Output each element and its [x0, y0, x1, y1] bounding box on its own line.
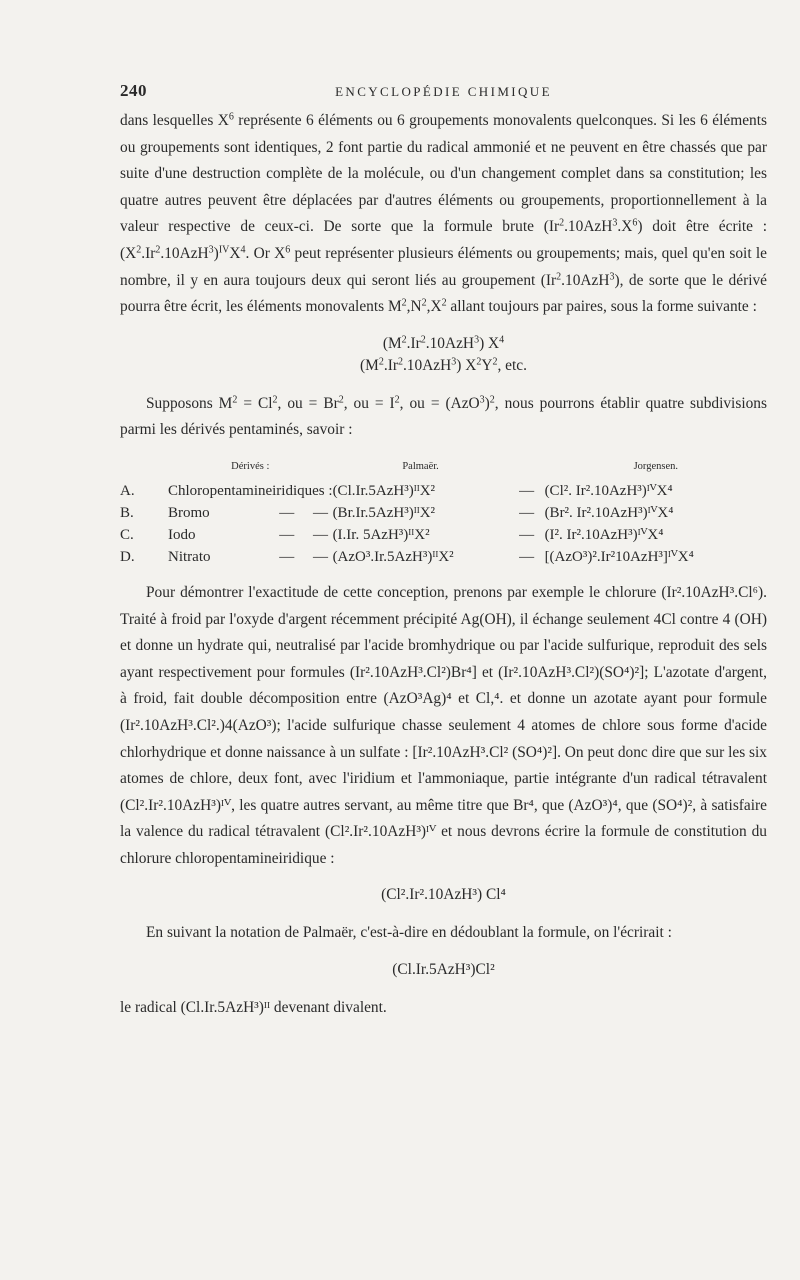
row-letter: A. — [120, 482, 135, 499]
row-name: Iodo — [168, 526, 196, 543]
row-separator: — — [519, 548, 535, 565]
row-separator: — — [519, 504, 535, 521]
row-name: Chloropentamineiridiques : — [168, 482, 333, 499]
row-jorgensen-formula: (I². Ir².10AzH³)ᴵⱽX⁴ — [544, 526, 664, 543]
paragraph-4: En suivant la notation de Palmaër, c'est-à-dire en dédoublant la formule, on l'écrirait : — [146, 924, 672, 942]
formula-palmaer: (Cl.Ir.5AzH³)Cl² — [392, 961, 495, 979]
row-letter: D. — [120, 548, 135, 565]
formula-line-2: $(M^2.Ir^2.10AzH^3)$ $X^2Y^2$, etc. — [360, 356, 527, 374]
row-separator: — — [519, 526, 535, 543]
document-page — [120, 78, 767, 1022]
table-row — [120, 502, 767, 524]
formula-general — [120, 333, 767, 377]
formula-chlorure: (Cl².Ir².10AzH³) Cl⁴ — [381, 886, 506, 904]
paragraph-2: Supposons $M^2 = Cl^2$, ou = $Br^2$, ou = $I^2$, ou = $(AzO^3)^2$, nous pourrons établir quatre subdivisions parmi les dérivés pentaminés, savoir : — [120, 394, 767, 439]
table-row — [120, 524, 767, 546]
row-name: Bromo — [168, 504, 210, 521]
paragraph-1: dans lesquelles $X^6$ représente 6 éléments ou 6 groupements monovalents quelconques. Si les 6 éléments ou groupements sont identiques, 2 font partie du radical ammonié et ne peuvent en être chassés que par suite d'une destruction complète de la molécule, ou d'un changement complet dans sa constitution; les quatre autres peuvent être déplacées par d'autres éléments ou groupements, proportionnellement à la valeur respective de ceux-ci. De sorte que la formule brute $(Ir^2.10AzH^3.X^6)$ doit être écrite : $(X^2.Ir^2.10AzH^3)^{IV}X^4$. Or $X^6$ peut représenter plusieurs éléments ou groupements; mais, quel qu'en soit le nombre, il y en aura toujours deux qui seront liés au groupement (Ir$^2$.10AzH$^3$), de sorte que le dérivé pourra être écrit, les éléments monovalents $M^2,N^2,X^2$ allant toujours par paires, sous la forme suivante : — [120, 111, 768, 316]
row-ditto: — — — [279, 504, 329, 521]
table-header-row — [120, 456, 767, 480]
paragraph-5: le radical (Cl.Ir.5AzH³)ᴵᴵ devenant divalent. — [120, 999, 387, 1017]
row-letter: C. — [120, 526, 134, 543]
page-header — [120, 78, 767, 104]
running-title: ENCYCLOPÉDIE CHIMIQUE — [335, 84, 552, 99]
row-jorgensen-formula: (Br². Ir².10AzH³)ᴵⱽX⁴ — [544, 504, 674, 521]
row-separator: — — [519, 482, 535, 499]
formula-line-1: $(M^2.Ir^2.10AzH^3)$ $X^4$ — [382, 334, 505, 352]
table-row — [120, 546, 767, 568]
paragraph-3: Pour démontrer l'exactitude de cette conception, prenons par exemple le chlorure (Ir².10AzH³.Cl⁶). Traité à froid par l'oxyde d'argent récemment précipité Ag(OH), il échange seulement 4Cl contre 4 (OH) et donne un hydrate qui, neutralisé par l'acide bromhydrique ou par l'acide sulfurique, reproduit des sels ayant respectivement pour formules (Ir².10AzH³.Cl²)Br⁴] et (Ir².10AzH³.Cl²)(SO⁴)²]; L'azotate d'argent, à froid, fait double décomposition entre (AzO³Ag)⁴ et Cl,⁴. et donne un azotate ayant pour formule (Ir².10AzH³.Cl².)4(AzO³); l'acide sulfurique chasse seulement 4 atomes de chlore sous forme d'acide chlorhydrique et donne naissance à un sulfate : [Ir².10AzH³.Cl² (SO⁴)²]. On peut donc dire que sur les six atomes de chlore, deux font, avec l'iridium et l'ammoniaque, partie intégrante d'un radical tétravalent (Cl².Ir².10AzH³)ᴵⱽ, les quatre autres servant, au même titre que Br⁴, que (AzO³)⁴, que (SO⁴)², à satisfaire la valence du radical tétravalent (Cl².Ir².10AzH³)ᴵⱽ et nous devrons écrire la formule de constitution du chlorure chloropentamineiridique : — [120, 583, 767, 867]
header-palmaer: Palmaër. — [402, 460, 439, 472]
row-jorgensen-formula: [(AzO³)².Ir²10AzH³]ᴵⱽX⁴ — [544, 548, 694, 565]
row-jorgensen-formula: (Cl². Ir².10AzH³)ᴵⱽX⁴ — [544, 482, 673, 499]
row-name: Nitrato — [168, 548, 211, 565]
header-derives: Dérivés : — [231, 460, 270, 472]
row-letter: B. — [120, 504, 134, 521]
row-palmaer-formula: (Cl.Ir.5AzH³)ᴵᴵX² — [332, 482, 436, 499]
row-palmaer-formula: (Br.Ir.5AzH³)ᴵᴵX² — [332, 504, 436, 521]
row-palmaer-formula: (AzO³.Ir.5AzH³)ᴵᴵX² — [332, 548, 454, 565]
derivatives-table — [120, 456, 767, 568]
page-number: 240 — [120, 81, 147, 100]
row-ditto: — — — [279, 526, 329, 543]
header-jorgensen: Jorgensen. — [633, 460, 678, 472]
row-palmaer-formula: (I.Ir. 5AzH³)ᴵᴵX² — [332, 526, 430, 543]
row-ditto: — — — [279, 548, 329, 565]
table-row — [120, 480, 767, 502]
